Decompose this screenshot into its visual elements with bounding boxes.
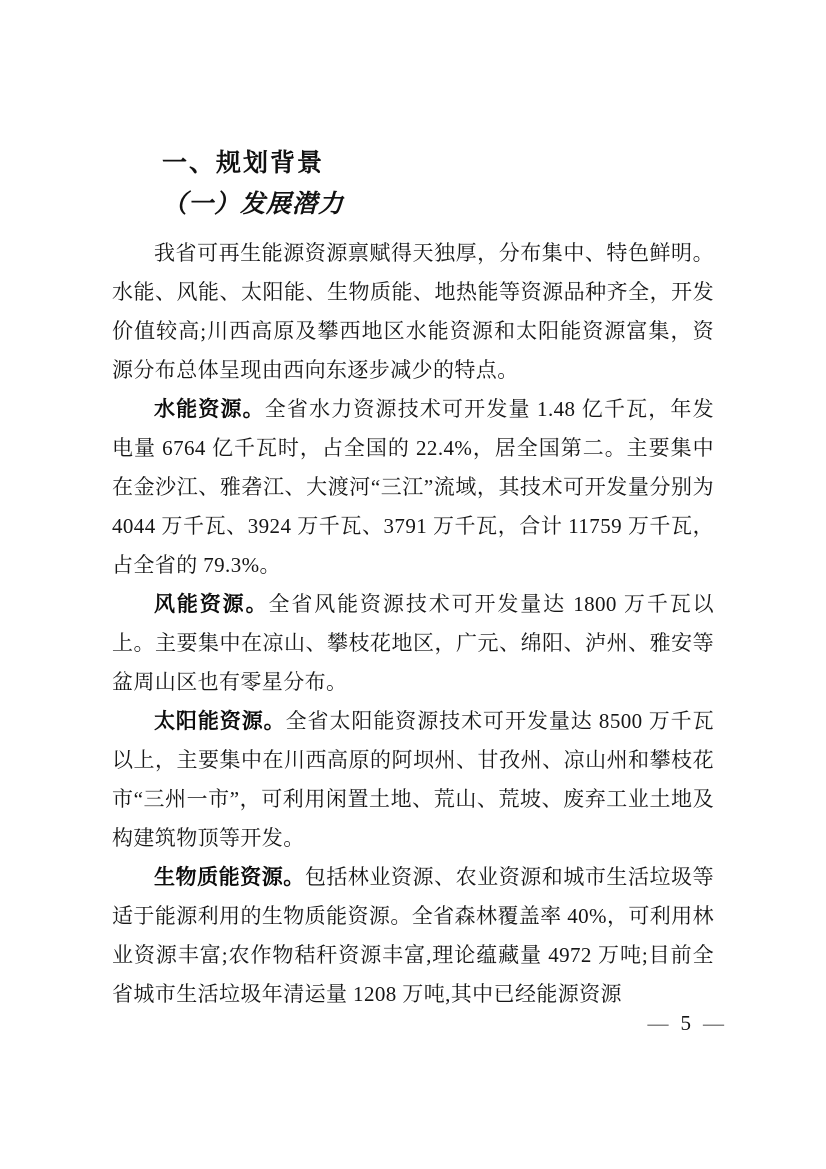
paragraph-lead: 生物质能资源。 (154, 866, 305, 889)
paragraph-hydro (112, 390, 714, 585)
page-number-dash-left: — (647, 1011, 669, 1035)
paragraph-lead: 风能资源。 (154, 593, 269, 616)
document-body (112, 234, 714, 1014)
page-title: 一、规划背景 (162, 149, 325, 177)
paragraph-text: 我省可再生能源资源禀赋得天独厚，分布集中、特色鲜明。水能、风能、太阳能、生物质能、地热能等资源品种齐全，开发价值较高;川西高原及攀西地区水能资源和太阳能资源富集，资源分布总体呈现由西向东逐步减少的特点。 (112, 241, 714, 382)
section-heading: （一）发展潜力 (162, 191, 345, 218)
paragraph-biomass (112, 858, 714, 1014)
paragraph-text: 全省太阳能资源技术可开发量达 8500 万千瓦以上，主要集中在川西高原的阿坝州、甘孜州、凉山州和攀枝花市“三州一市”，可利用闲置土地、荒山、荒坡、废弃工业土地及构建筑物顶等开发。 (112, 709, 714, 850)
paragraph-wind (112, 585, 714, 702)
paragraph-text: 包括林业资源、农业资源和城市生活垃圾等适于能源利用的生物质能资源。全省森林覆盖率 40%，可利用林业资源丰富;农作物秸秆资源丰富,理论蕴藏量 4972 万吨;目前全省城市生活垃圾年清运量 1208 万吨,其中已经能源资源 (112, 865, 714, 1006)
paragraph-lead: 太阳能资源。 (154, 710, 286, 733)
paragraph-solar (112, 702, 714, 858)
page-number-dash-right: — (703, 1011, 724, 1035)
paragraph-overview (112, 234, 714, 390)
page-number-value: 5 (680, 1011, 691, 1035)
paragraph-text: 全省水力资源技术可开发量 1.48 亿千瓦，年发电量 6764 亿千瓦时，占全国的 22.4%，居全国第二。主要集中在金沙江、雅砻江、大渡河“三江”流域，其技术可开发量分别为 4044 万千瓦、3924 万千瓦、3791 万千瓦，合计 11759 万千瓦，占全省的 79.3%。 (112, 397, 714, 577)
paragraph-text: 全省风能资源技术可开发量达 1800 万千瓦以上。主要集中在凉山、攀枝花地区，广元、绵阳、泸州、雅安等盆周山区也有零星分布。 (112, 592, 715, 694)
paragraph-lead: 水能资源。 (154, 398, 265, 421)
page-number (648, 1008, 725, 1038)
